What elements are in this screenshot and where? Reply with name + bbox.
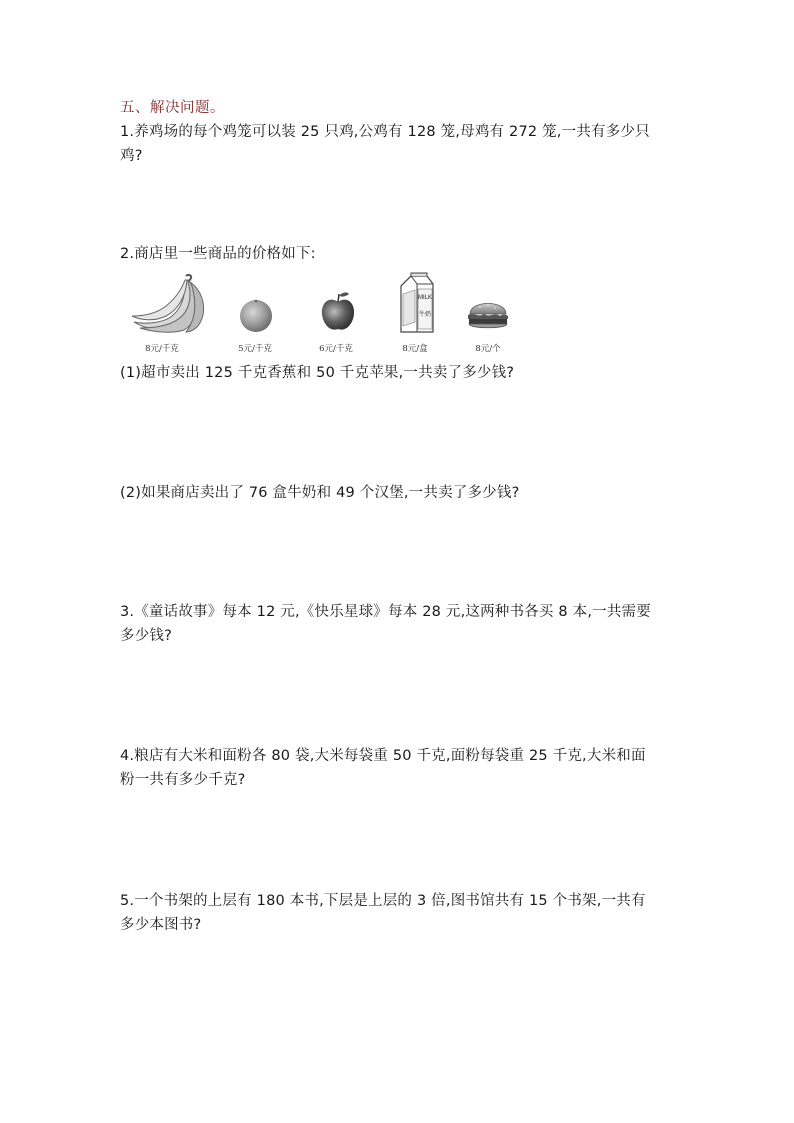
question-1-line-2: 鸡? (120, 148, 143, 164)
question-2-intro: 2.商店里一些商品的价格如下: (120, 246, 316, 262)
milk-carton-icon (393, 272, 437, 334)
question-1 (120, 120, 680, 168)
question-1-line-1: 1.养鸡场的每个鸡笼可以装 25 只鸡,公鸡有 128 笼,母鸡有 272 笼,一共有多少只 (120, 124, 650, 140)
product-milk (393, 272, 437, 334)
banana-icon (128, 272, 208, 334)
question-3-line-2: 多少钱? (120, 628, 172, 644)
price-banana: 8元/千克 (145, 344, 179, 354)
question-3-line-1: 3.《童话故事》每本 12 元,《快乐星球》每本 28 元,这两种书各买 8 本,一共需要 (120, 604, 651, 620)
question-2-part-1: (1)超市卖出 125 千克香蕉和 50 千克苹果,一共卖了多少钱? (120, 365, 515, 381)
product-banana (128, 272, 208, 334)
price-orange: 5元/千克 (238, 344, 272, 354)
question-4-line-1: 4.粮店有大米和面粉各 80 袋,大米每袋重 50 千克,面粉每袋重 25 千克,大米和面 (120, 748, 646, 764)
question-4-line-2: 粉一共有多少千克? (120, 772, 246, 788)
product-orange (236, 272, 276, 334)
question-2-part-2: (2)如果商店卖出了 76 盒牛奶和 49 个汉堡,一共卖了多少钱? (120, 485, 520, 501)
apple-icon (318, 272, 358, 334)
product-hamburger (464, 272, 512, 334)
price-hamburger: 8元/个 (475, 344, 501, 354)
question-5-line-2: 多少本图书? (120, 917, 202, 933)
milk-label-bottom: 牛奶 (418, 311, 432, 318)
section-title: 五、解决问题。 (120, 100, 225, 116)
product-apple (318, 272, 358, 334)
question-3 (120, 600, 680, 648)
hamburger-icon (464, 272, 512, 334)
price-apple: 6元/千克 (319, 344, 353, 354)
orange-icon (236, 272, 276, 334)
product-price-list (128, 272, 528, 360)
price-milk: 8元/盒 (402, 344, 428, 354)
question-4 (120, 744, 680, 792)
question-5-line-1: 5.一个书架的上层有 180 本书,下层是上层的 3 倍,图书馆共有 15 个书架,一共有 (120, 893, 646, 909)
milk-label-top: MILK (417, 295, 433, 301)
question-5 (120, 889, 680, 937)
